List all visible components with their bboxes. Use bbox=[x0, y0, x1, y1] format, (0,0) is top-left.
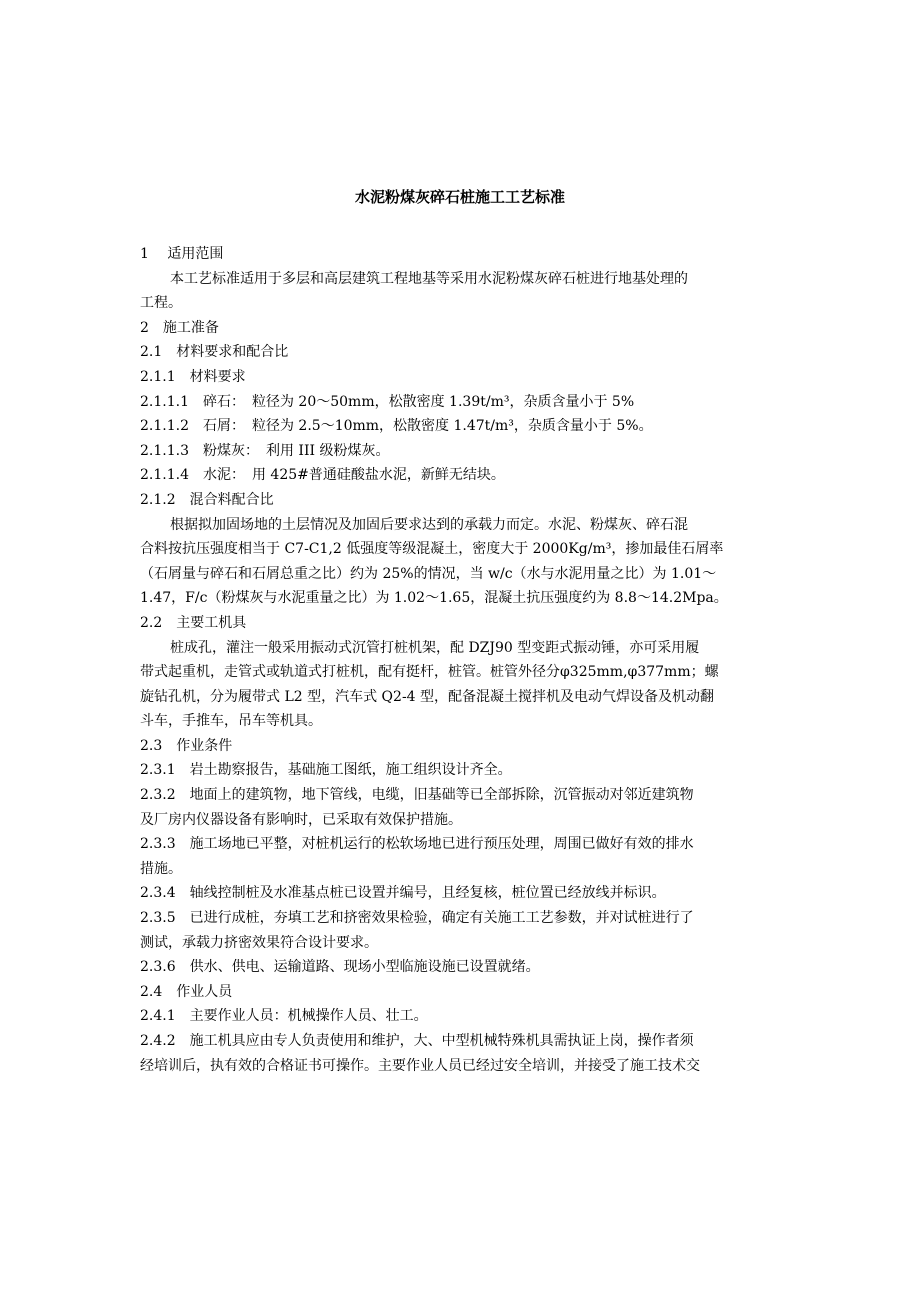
document-line: 2.3.4 轴线控制桩及水准基点桩已设置并编号，且经复核，桩位置已经放线并标识。 bbox=[140, 885, 666, 902]
document-line: 旋钻孔机，分为履带式 L2 型，汽车式 Q2-4 型，配备混凝土搅拌机及电动气焊设备及机动翻 bbox=[140, 688, 715, 705]
document-line: 2 施工准备 bbox=[140, 319, 219, 336]
document-line: 2.4.2 施工机具应由专人负责使用和维护，大、中型机械特殊机具需执证上岗，操作者须 bbox=[140, 1033, 694, 1049]
document-page bbox=[140, 0, 780, 1302]
document-line: 根据拟加固场地的土层情况及加固后要求达到的承载力而定。水泥、粉煤灰、碎石混 bbox=[170, 516, 688, 533]
document-line: 1.47，F/c（粉煤灰与水泥重量之比）为 1.02～1.65，混凝土抗压强度约为 8.8～14.2Mpa。 bbox=[140, 590, 728, 607]
document-line: 2.3.2 地面上的建筑物，地下管线，电缆，旧基础等已全部拆除，沉管振动对邻近建筑物 bbox=[140, 787, 694, 804]
document-line: 2.3.3 施工场地已平整，对桩机运行的松软场地已进行预压处理，周围已做好有效的排水 bbox=[140, 836, 694, 853]
document-line: 经培训后，执有效的合格证书可操作。主要作业人员已经过安全培训，并接受了施工技术交 bbox=[140, 1057, 700, 1074]
document-line: 2.3.5 已进行成桩，夯填工艺和挤密效果检验，确定有关施工工艺参数，并对试桩进行了 bbox=[140, 910, 694, 927]
document-line: 2.1.2 混合料配合比 bbox=[140, 491, 274, 508]
document-line: 测试，承载力挤密效果符合设计要求。 bbox=[140, 934, 378, 951]
document-body bbox=[140, 242, 780, 1078]
document-line: 2.1.1 材料要求 bbox=[140, 368, 246, 385]
document-line: 2.1.1.4 水泥： 用 425#普通硅酸盐水泥，新鲜无结块。 bbox=[140, 467, 505, 484]
document-line: 2.2 主要工机具 bbox=[140, 614, 247, 631]
document-line: 1 适用范围 bbox=[140, 246, 224, 262]
document-line: 工程。 bbox=[140, 295, 182, 312]
document-line: 2.1.1.2 石屑： 粒径为 2.5～10mm，松散密度 1.47t/m³，杂质含量小于 5%。 bbox=[140, 418, 653, 435]
document-line: 措施。 bbox=[140, 860, 182, 877]
document-title: 水泥粉煤灰碎石桩施工工艺标准 bbox=[354, 188, 565, 206]
document-line: 斗车，手推车，吊车等机具。 bbox=[140, 713, 322, 730]
document-line: 2.1 材料要求和配合比 bbox=[140, 344, 289, 361]
document-line: 2.4 作业人员 bbox=[140, 983, 233, 1000]
document-line: 2.1.1.1 碎石： 粒径为 20～50mm，松散密度 1.39t/m³，杂质含量小于 5% bbox=[140, 393, 635, 410]
document-line: 2.3 作业条件 bbox=[140, 737, 233, 754]
document-line: 合料按抗压强度相当于 C7-C1,2 低强度等级混凝土，密度大于 2000Kg/m³，掺加最佳石屑率 bbox=[140, 541, 724, 558]
document-line: 2.3.6 供水、供电、运输道路、现场小型临施设施已设置就绪。 bbox=[140, 959, 540, 976]
document-line: 桩成孔，灌注一般采用振动式沉管打桩机架，配 DZJ90 型变距式振动锤，亦可采用履 bbox=[170, 639, 700, 656]
document-line: 带式起重机，走管式或轨道式打桩机，配有挺杆，桩管。桩管外径分φ325mm,φ377mm；螺 bbox=[140, 664, 719, 681]
document-line: 及厂房内仪器设备有影响时，已采取有效保护措施。 bbox=[140, 811, 462, 828]
document-line: 本工艺标准适用于多层和高层建筑工程地基等采用水泥粉煤灰碎石桩进行地基处理的 bbox=[170, 270, 688, 287]
document-line: 2.1.1.3 粉煤灰： 利用 III 级粉煤灰。 bbox=[140, 442, 390, 459]
document-line: （石屑量与碎石和石屑总重之比）约为 25%的情况，当 w/c（水与水泥用量之比）为 1.01～ bbox=[140, 565, 717, 582]
document-line: 2.3.1 岩土勘察报告，基础施工图纸，施工组织设计齐全。 bbox=[140, 762, 512, 779]
document-line: 2.4.1 主要作业人员：机械操作人员、壮工。 bbox=[140, 1008, 428, 1025]
